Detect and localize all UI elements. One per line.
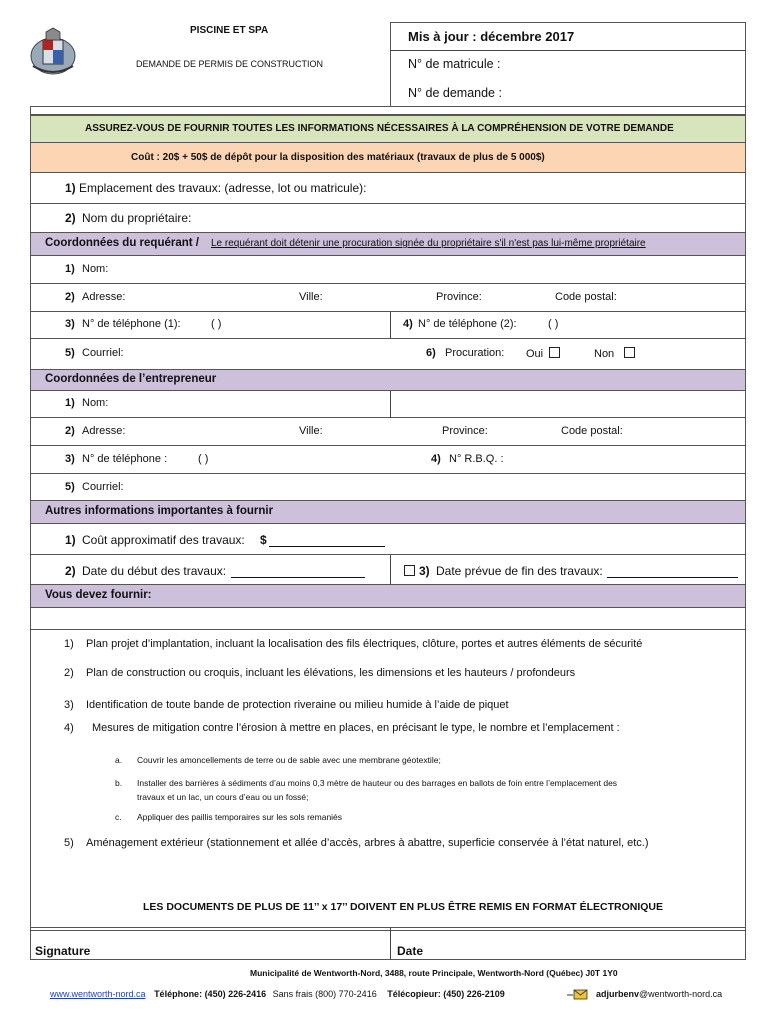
date-field: Date: [397, 944, 424, 958]
provide-heading: Vous devez fournir:: [30, 585, 746, 608]
proxy-no-checkbox[interactable]: Non: [594, 347, 635, 360]
website-link[interactable]: www.wentworth-nord.ca: [50, 989, 146, 999]
entrepreneur-name-row[interactable]: 1) Nom:: [30, 391, 746, 418]
dates-row[interactable]: 2) Date du début des travaux: 3) Date prévue de fin des travaux:: [30, 555, 746, 585]
entrepreneur-address-row[interactable]: 2) Adresse: Ville: Province: Code postal:: [30, 418, 746, 446]
requerant-phone-row[interactable]: 3) N° de téléphone (1): ( ) 4) N° de téléphone (2): ( ): [30, 312, 746, 339]
provide-list: 1) Plan projet d’implantation, incluant la localisation des fils électriques, clôture, portes et autres éléments de sécurité 2) Plan de construction ou croquis, incluant les élévations, les dimensions et les hauteurs / profondeurs 3) Identification de toute bande de protection riveraine ou milieu humide à l’aide de piquet 4) Mesures de mitigation contre l’érosion à mettre en places, en précisant le type, le nombre et l’emplacement : a. Couvrir les amoncellements de terre ou de sable avec une membrane géotextile; b. Installer des barrières à sédiments d’au moins 0,3 mètre de hauteur ou des barrages en ballots de foin entre l’emplacement des travaux et un lac, un cours d’eau ou un fossé; c. Appliquer des paillis temporaires sur les sols remaniés 5) Aménagement extérieur (stationnement et allée d’accès, arbres à abattre, superficie conservée à l’état naturel, etc.) LES DOCUMENTS DE PLUS DE 11’’ x 17’’ DOIVENT EN PLUS ÊTRE REMIS EN FORMAT ÉLECTRONIQUE: [30, 630, 746, 931]
spacer-row: [30, 106, 746, 115]
matricule-field[interactable]: N° de matricule :: [408, 57, 501, 71]
requerant-email-row[interactable]: 5) Courriel: 6) Procuration: Oui Non: [30, 339, 746, 370]
entrepreneur-phone-row[interactable]: 3) N° de téléphone : ( ) 4) N° R.B.Q. :: [30, 446, 746, 474]
owner-row[interactable]: 2) Nom du propriétaire:: [30, 204, 746, 233]
signature-row[interactable]: [30, 927, 746, 960]
cost-estimate-row[interactable]: 1) Coût approximatif des travaux: $: [30, 524, 746, 555]
proxy-yes-checkbox[interactable]: Oui: [526, 347, 560, 360]
footer-contacts: www.wentworth-nord.ca Téléphone: (450) 226-2416 Sans frais (800) 770-2416 Télécopieur: (450) 226-2109: [50, 989, 505, 999]
requerant-heading: Coordonnées du requérant / Le requérant doit détenir une procuration signée du propriétaire s'il n'est pas lui-même propriétaire: [30, 233, 746, 256]
requerant-name-row[interactable]: 1) Nom:: [30, 256, 746, 284]
update-date: Mis à jour : décembre 2017: [408, 29, 575, 44]
email-envelope-icon: [567, 989, 589, 1000]
location-row[interactable]: 1) Emplacement des travaux: (adresse, lot ou matricule):: [30, 173, 746, 204]
electronic-format-notice: LES DOCUMENTS DE PLUS DE 11’’ x 17’’ DOIVENT EN PLUS ÊTRE REMIS EN FORMAT ÉLECTRONIQUE: [143, 901, 664, 913]
footer-address: Municipalité de Wentworth-Nord, 3488, route Principale, Wentworth-Nord (Québec) J0T 1Y0: [250, 968, 618, 978]
form-subtitle: DEMANDE DE PERMIS DE CONSTRUCTION: [136, 59, 324, 69]
municipal-logo: [28, 26, 78, 78]
demande-field[interactable]: N° de demande :: [408, 86, 502, 100]
cost-banner: Coût : 20$ + 50$ de dépôt pour la disposition des matériaux (travaux de plus de 5 000$): [30, 143, 746, 173]
form-title: PISCINE ET SPA: [190, 25, 269, 36]
requerant-address-row[interactable]: 2) Adresse: Ville: Province: Code postal:: [30, 284, 746, 312]
entrepreneur-email-row[interactable]: 5) Courriel:: [30, 474, 746, 501]
footer-email[interactable]: adjurbenv@wentworth-nord.ca: [596, 989, 723, 999]
other-info-heading: Autres informations importantes à fournir: [30, 501, 746, 524]
entrepreneur-heading: Coordonnées de l’entrepreneur: [30, 370, 746, 391]
provide-spacer-row: [30, 608, 746, 630]
instructions-banner: ASSUREZ-VOUS DE FOURNIR TOUTES LES INFORMATIONS NÉCESSAIRES À LA COMPRÉHENSION DE VOTRE DEMANDE: [30, 115, 746, 143]
signature-field: Signature: [35, 944, 91, 958]
